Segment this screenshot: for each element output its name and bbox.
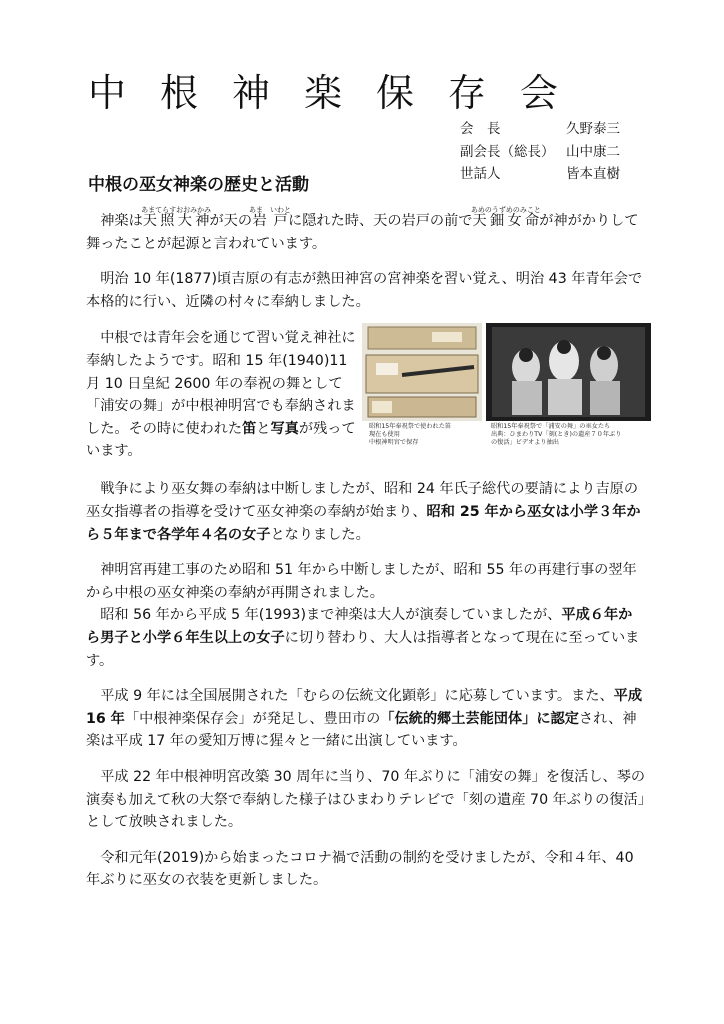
page-title [88, 68, 558, 118]
text-run: 戦争により巫女舞の奉納は中断しましたが、昭和 24 年氏子総代の要請により吉原の巫女指導者の指導を受けて巫女神楽の奉納が始まり、 [86, 481, 639, 520]
officer-role: 会 長 [460, 121, 501, 137]
bold-run: 笛 [242, 420, 257, 437]
bold-run: 写真 [270, 420, 299, 437]
caption-line: の復活」ビデオより抽出 [491, 439, 559, 447]
ruby-text: あま いわと [249, 206, 292, 214]
ruby-base: 天鈿女命 [470, 213, 541, 229]
officer-name: 久野泰三 [566, 121, 620, 137]
caption-line: 中根神明宮で保存 [369, 439, 419, 447]
paragraph-revival: 平成 22 年中根神明宮改築 30 周年に当り、70 年ぶりに「浦安の舞」を復活し、琴の演奏も加えて秋の大祭で奉納した様子はひまわりテレビで「刻の遺産 70 年ぶりの復活」として放映されました。 [86, 768, 646, 831]
ruby-base: 天照大神 [141, 213, 212, 229]
ruby-text: あめのうずめのみこと [470, 206, 541, 214]
text-run: が天の [209, 213, 253, 229]
text-run: 中根では青年会を通じて習い覚え神社に奉納したようです。昭和 15 年(1940)11 月 10 日皇紀 2600 年の奉祝の舞として「浦安の舞」が中根神明宮でも奉納されました。その時に使われた [86, 330, 356, 437]
text-run: 昭和 56 年から平成 5 年(1993)まで神楽は大人が演奏していましたが、 [100, 607, 562, 624]
ruby-base: 岩戸 [249, 213, 292, 229]
text-run: となりました。 [270, 526, 370, 543]
officer-row [460, 118, 620, 141]
ruby-iwato [249, 206, 292, 229]
bold-run: 昭和 25 年から巫女は小学３年から５年まで各学年４名の女子 [86, 503, 641, 543]
title-char: 楽 [303, 71, 342, 115]
bold-run: 「伝統的郷土芸能団体」に認定 [380, 710, 579, 727]
text-run: 平成 9 年には全国展開された「むらの伝統文化顕彰」に応募しています。また、 [100, 688, 614, 705]
paragraph-meiji: 明治 10 年(1877)頃吉原の有志が熱田神宮の宮神楽を習い覚え、明治 43 年青年会で本格的に行い、近隣の村々に奉納しました。 [86, 271, 643, 310]
text-run: が神がかりして舞ったことが起源と言われています。 [86, 213, 639, 252]
title-char: 保 [375, 71, 414, 115]
caption-line: 出典：ひまわりTV「刻(とき)の遺産７０年ぶり [491, 431, 622, 439]
paragraph-text [86, 327, 356, 463]
officer-list [460, 118, 620, 186]
article-body [86, 206, 646, 892]
bold-run: 平成６年から男子と小学６年生以上の女子 [86, 607, 633, 646]
paragraph-heisei [86, 685, 646, 753]
caption-line: 昭和15年奉祝祭で「浦安の舞」の巫女たち [491, 423, 611, 431]
title-char: 存 [447, 71, 486, 115]
ruby-uzume [470, 206, 541, 229]
text-run: 神楽は [100, 213, 143, 229]
paragraph-nakane [86, 327, 356, 463]
officer-name: 皆本直樹 [566, 166, 620, 182]
caption-line: 昭和15年奉祝祭で使われた笛 [369, 423, 452, 431]
text-run: 「中根神楽保存会」が発足し、豊田市の [124, 710, 381, 727]
text-run: に隠れた時、天の岩戸の前で [288, 213, 473, 229]
text-run: され、神楽は平成 17 年の愛知万博に猩々と一緒に出演しています。 [86, 710, 637, 750]
flute-photo-caption [369, 423, 451, 447]
text-run: が残っています。 [86, 420, 356, 460]
officer-name: 山中康二 [566, 143, 620, 160]
officer-row [460, 163, 620, 186]
miko-dancers-photo [486, 323, 651, 421]
officer-row [460, 141, 620, 164]
officer-role: 世話人 [460, 166, 501, 182]
paragraph-rebuild: 神明宮再建工事のため昭和 51 年から中断しましたが、昭和 55 年の再建行事の翌年から中根の巫女神楽の奉納が再開されました。 [86, 562, 637, 601]
title-char: 神 [231, 71, 270, 115]
paragraph-reiwa: 令和元年(2019)から始まったコロナ禍で活動の制約を受けましたが、令和４年、40 年ぶりに巫女の衣装を更新しました。 [86, 849, 634, 889]
dancers-photo-caption [491, 423, 621, 447]
caption-line: 現在も使用 [369, 431, 400, 439]
paragraph-postwar [86, 478, 646, 546]
title-char: 中 [88, 71, 127, 115]
ruby-text: あまてらすおおみかみ [141, 206, 212, 214]
paragraph-performers [86, 604, 646, 672]
section-heading: 中根の巫女神楽の歴史と活動 [88, 175, 309, 195]
text-run: に切り替わり、大人は指導者となって現在に至っています。 [86, 629, 640, 669]
photo-paragraph-block [86, 327, 646, 465]
text-run: と [256, 420, 271, 437]
ruby-amaterasu [141, 206, 212, 229]
title-char: 会 [519, 71, 558, 115]
flute-box-photo [362, 323, 482, 421]
title-char: 根 [159, 71, 198, 115]
paragraph-origin [86, 206, 646, 255]
bold-run: 平成 16 年 [86, 688, 643, 727]
officer-role: 副会長（総長） [460, 143, 555, 160]
